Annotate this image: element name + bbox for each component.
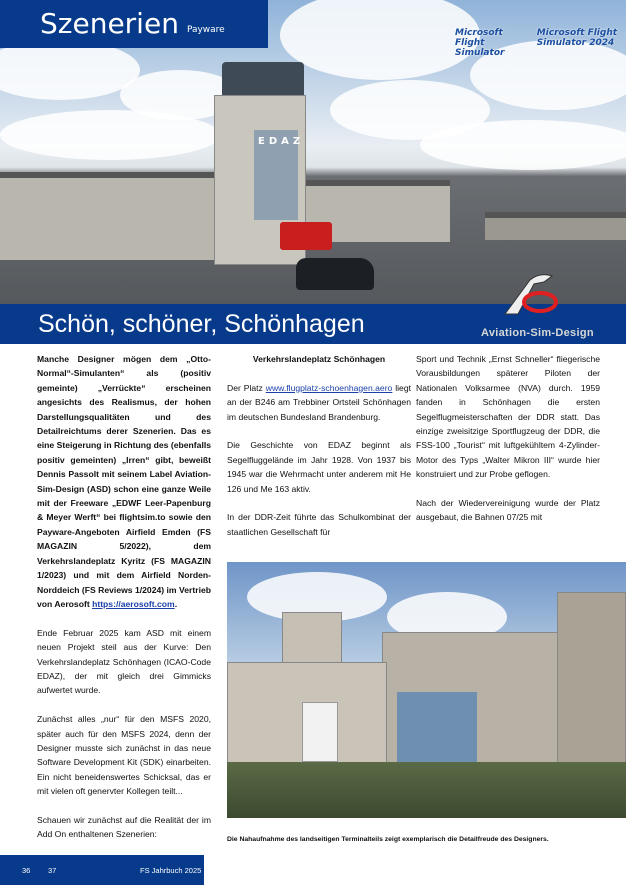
msfs2024-logo: Microsoft Flight Simulator 2024 bbox=[536, 28, 618, 48]
column-3 bbox=[416, 352, 600, 539]
subheading: Verkehrslandeplatz Schönhagen bbox=[252, 354, 386, 364]
paragraph: Schauen wir zunächst auf die Realität der im Add On enthaltenen Szenerien: bbox=[37, 814, 211, 840]
intro-end: . bbox=[174, 598, 178, 609]
sim-logos bbox=[455, 28, 626, 58]
fire-truck bbox=[280, 222, 332, 250]
terminal-photo bbox=[227, 562, 626, 818]
car bbox=[296, 258, 374, 290]
flugplatz-link[interactable]: www.flugplatz-schoenhagen.aero bbox=[265, 382, 393, 393]
text: liegt an der B246 am Trebbiner Ortsteil Schönhagen im deutschen Bundesland Brandenburg. bbox=[227, 382, 411, 422]
paragraph: Zunächst alles „nur“ für den MSFS 2020, später auch für den MSFS 2024, denn der Designer musste sich zunächst in das neue Software Development Kit (SDK) einarbeiten. Ein nicht beneidenswertes Schicksal, das er mit vielen oft genervter Kollegen teilt... bbox=[37, 714, 211, 797]
msfs-logo: Microsoft Flight Simulator bbox=[455, 28, 505, 58]
section-subtitle: Payware bbox=[186, 25, 225, 35]
asd-logo-icon bbox=[500, 272, 560, 318]
paragraph: Nach der Wiedervereinigung wurde der Platz ausgebaut, die Bahnen 07/25 mit bbox=[416, 498, 600, 523]
section-header bbox=[0, 0, 268, 48]
paragraph: Sport und Technik „Ernst Schneller“ fliegerische Vorausbildungen späterer Piloten der Nationalen Volksarmee (NVA) durch. 1959 fanden in Schönhagen die ersten Segelflugmeisterschaften der DDR statt. Das einzige zweisitzige Sportflugzeug der DDR, die FSS-100 „Tourist“ mit luftgekühltem 4-Zylinder-Motor des Typs „Walter Mikron III“ wurde hier konstruiert und zur Probe geflogen. bbox=[416, 354, 600, 480]
aerosoft-link[interactable]: https://aerosoft.com bbox=[92, 598, 175, 609]
intro-text: Manche Designer mögen dem „Otto-Normal“-Simulanten“ als (positiv gemeinte) „Verrückte“ erscheinen angesichts des Realismus, der hohen Darstellungsqualitäten und des Detailreichtums derer Szenerien. Das es eine Steigerung in Richtung des (ebenfalls positiv gemeinten) „Irren“ gibt, beweißt Dennis Passolt mit seinem Label Aviation-Sim-Design (ASD) schon eine ganze Weile mit der Freeware „EDWF Leer-Papenburg & Meyer Werft“ bei flightsim.to sowie den Payware-Angeboten Airfield Emden (FS MAGAZIN 5/2022), dem Verkehrslandeplatz Kyritz (FS MAGAZIN 1/2023) und mit dem Airfield Norden-Norddeich (FS Reviews 1/2024) im Vertrieb von Aerosoft bbox=[37, 354, 211, 609]
page-number-right: 37 bbox=[48, 866, 57, 875]
page-footer bbox=[0, 855, 204, 885]
publication-name: FS Jahrbuch 2025 bbox=[140, 866, 202, 875]
paragraph: In der DDR-Zeit führte das Schulkombinat der staatlichen Gesellschaft für bbox=[227, 512, 411, 537]
page-number-left: 36 bbox=[22, 866, 31, 875]
column-1 bbox=[37, 352, 211, 856]
column-2 bbox=[227, 352, 411, 554]
text: Der Platz bbox=[227, 382, 266, 393]
article-title: Schön, schöner, Schönhagen bbox=[38, 310, 365, 338]
tower-sign: EDAZ bbox=[258, 136, 305, 147]
paragraph: Die Geschichte von EDAZ beginnt als Segelfluggelände im Jahr 1928. Von 1937 bis 1945 war die Wehrmacht unter anderem mit He 126 und Me 163 aktiv. bbox=[227, 440, 411, 494]
asd-logo-text: Aviation-Sim-Design bbox=[481, 327, 594, 339]
section-title: Szenerien bbox=[40, 7, 179, 40]
photo-caption: Die Nahaufnahme des landseitigen Terminalteils zeigt exemplarisch die Detailfreude des Designers. bbox=[227, 836, 549, 843]
paragraph: Ende Februar 2025 kam ASD mit einem neuen Projekt steil aus der Kurve: Den Verkehrslandeplatz Schönhagen (ICAO-Code EDAZ), der mit gleich drei Gimmicks aufwertet wurde. bbox=[37, 627, 211, 696]
